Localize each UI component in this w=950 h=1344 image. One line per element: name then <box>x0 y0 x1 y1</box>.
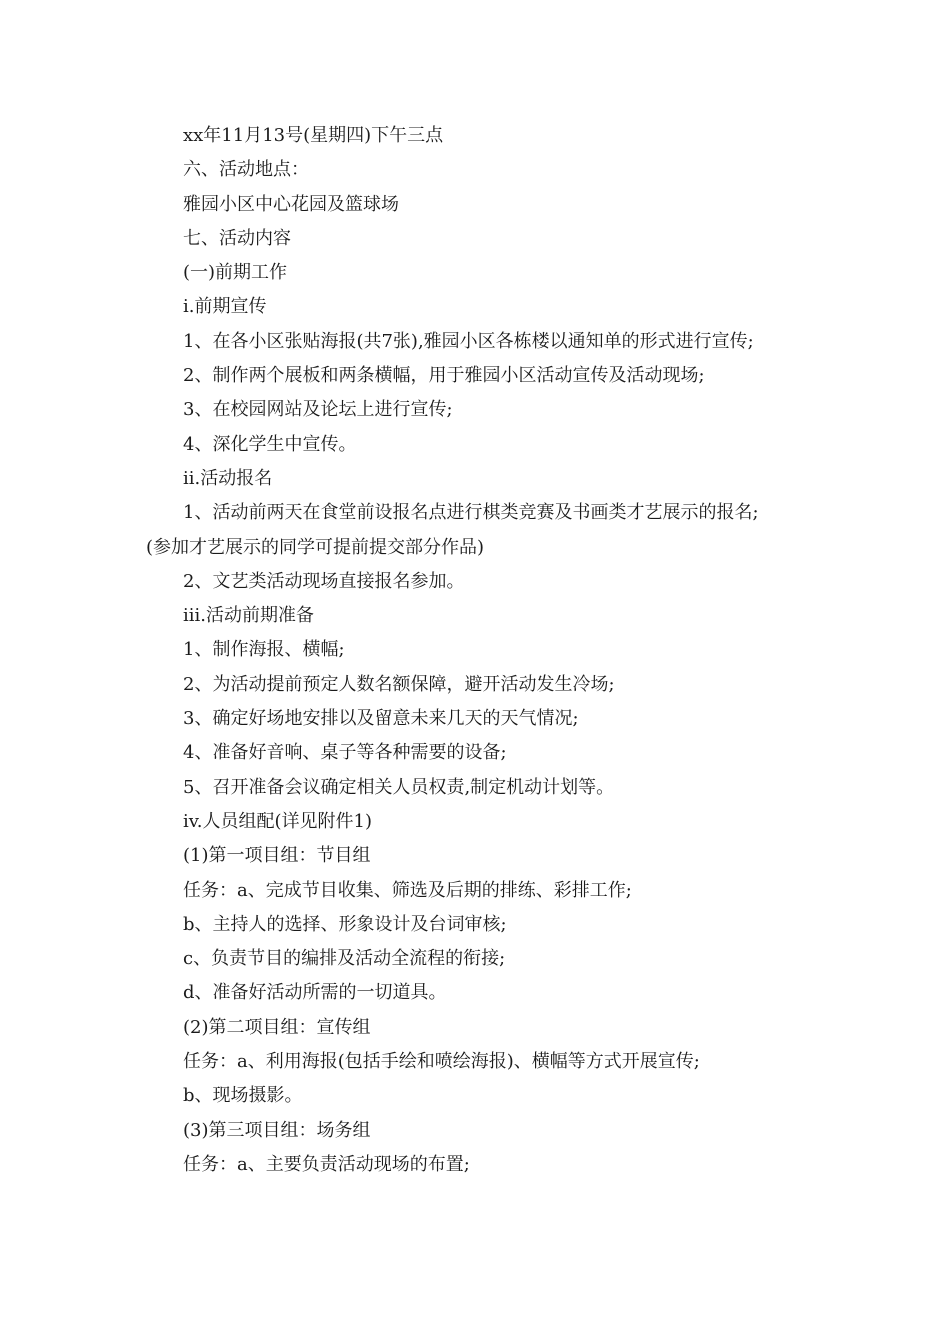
paragraph-line: 六、活动地点： <box>183 159 309 181</box>
paragraph-line: 2、制作两个展板和两条横幅，用于雅园小区活动宣传及活动现场; <box>183 365 705 387</box>
paragraph-line: 任务：a、主要负责活动现场的布置; <box>183 1153 470 1175</box>
document-body <box>146 119 826 1182</box>
paragraph-line: 1、活动前两天在食堂前设报名点进行棋类竞赛及书画类才艺展示的报名; <box>183 502 759 524</box>
paragraph-line: d、准备好活动所需的一切道具。 <box>183 982 447 1004</box>
paragraph-line: (一)前期工作 <box>183 262 288 284</box>
paragraph-line: 任务：a、利用海报(包括手绘和喷绘海报)、横幅等方式开展宣传; <box>183 1051 700 1073</box>
paragraph-line: c、负责节目的编排及活动全流程的衔接; <box>183 948 506 970</box>
paragraph-line: xx年11月13号(星期四)下午三点 <box>183 125 444 146</box>
paragraph-line: iv.人员组配(详见附件1) <box>183 810 373 832</box>
paragraph-line: 任务：a、完成节目收集、筛选及后期的排练、彩排工作; <box>183 879 632 901</box>
paragraph-line: 2、文艺类活动现场直接报名参加。 <box>183 570 465 592</box>
paragraph-line: 4、深化学生中宣传。 <box>183 433 357 455</box>
paragraph-line: 七、活动内容 <box>183 227 291 249</box>
paragraph-line: 3、在校园网站及论坛上进行宣传; <box>183 399 453 421</box>
paragraph-line: b、现场摄影。 <box>183 1085 303 1107</box>
paragraph-line: 5、召开准备会议确定相关人员权责,制定机动计划等。 <box>183 776 615 798</box>
paragraph-line: (2)第二项目组：宣传组 <box>183 1016 371 1038</box>
paragraph-line: (1)第一项目组：节目组 <box>183 845 371 867</box>
paragraph-line: (3)第三项目组：场务组 <box>183 1119 371 1141</box>
paragraph-line: (参加才艺展示的同学可提前提交部分作品) <box>146 536 485 558</box>
paragraph-line: i.前期宣传 <box>183 296 267 318</box>
paragraph-line: 1、制作海报、横幅; <box>183 639 345 661</box>
paragraph-line: 雅园小区中心花园及篮球场 <box>183 193 399 215</box>
paragraph-line: 3、确定好场地安排以及留意未来几天的天气情况; <box>183 708 579 730</box>
paragraph-line: 1、在各小区张贴海报(共7张),雅园小区各栋楼以通知单的形式进行宣传; <box>183 330 754 352</box>
paragraph-line: b、主持人的选择、形象设计及台词审核; <box>183 913 507 935</box>
paragraph-line: 4、准备好音响、桌子等各种需要的设备; <box>183 742 507 764</box>
paragraph-line: iii.活动前期准备 <box>183 605 314 627</box>
paragraph-line: 2、为活动提前预定人数名额保障，避开活动发生冷场; <box>183 673 615 695</box>
paragraph-line: ii.活动报名 <box>183 467 273 489</box>
